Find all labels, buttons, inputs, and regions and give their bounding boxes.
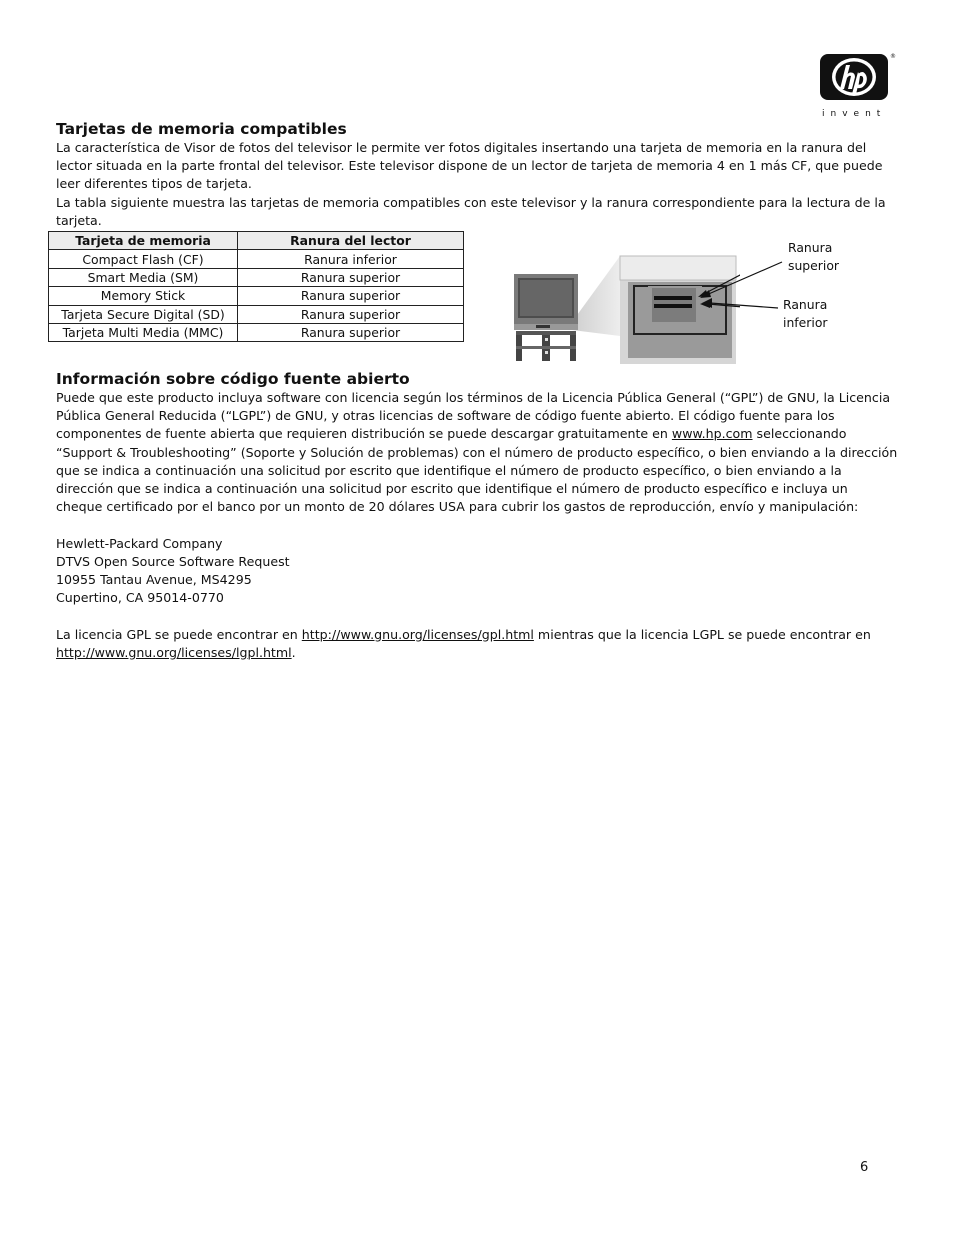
hp-logo xyxy=(820,54,894,120)
table-cell-slot: Ranura superior xyxy=(238,305,464,323)
table-cell-card: Compact Flash (CF) xyxy=(49,250,238,268)
table-row xyxy=(49,268,464,286)
memory-cards-section xyxy=(56,120,898,230)
open-source-paragraph-1 xyxy=(56,389,898,516)
table-row xyxy=(49,250,464,268)
mailing-address xyxy=(56,535,898,608)
open-source-text: La licencia GPL se puede encontrar en xyxy=(56,626,302,642)
address-line: 10955 Tantau Avenue, MS4295 xyxy=(56,572,252,588)
page-number: 6 xyxy=(860,1160,869,1175)
slot-pointer-arrows xyxy=(700,252,790,322)
table-row xyxy=(49,287,464,305)
hp-logo-glyph xyxy=(820,54,888,100)
table-cell-card: Tarjeta Secure Digital (SD) xyxy=(49,305,238,323)
table-header-slot: Ranura del lector xyxy=(238,232,464,250)
hp-website-link[interactable]: www.hp.com xyxy=(671,426,753,442)
address-line: Hewlett-Packard Company xyxy=(56,535,223,551)
open-source-section xyxy=(56,370,898,662)
table-header-row xyxy=(49,232,464,250)
open-source-text: seleccionando “Support & Troubleshooting” (Soporte y Solución de problemas) con el número de producto específico, o bien enviando a la dirección que se indica a continuación una solicitud por escrito que identifique el número de producto específico, o bien enviando a la dirección que se indica a continuación una solicitud por escrito que identifique el número de producto específico e incluya un cheque certificado por el banco por un monto de 20 dólares USA para cubrir los gastos de reproducción, envío y manipulación: xyxy=(56,426,898,515)
table-cell-slot: Ranura superior xyxy=(238,323,464,341)
memory-cards-paragraph-1: La característica de Visor de fotos del televisor le permite ver fotos digitales insertando una tarjeta de memoria en la ranura del lector situada en la parte frontal del televisor. Este televisor dispone de un lector de tarjeta de memoria 4 en 1 más CF, que puede leer diferentes tipos de tarjeta. xyxy=(56,140,883,192)
label-lower-slot xyxy=(783,296,828,332)
open-source-text: Puede que este producto incluya software con licencia según los términos de la Licencia Pública General (“GPL”) de GNU, la Licencia Pública General Reducida (“LGPL”) de GNU, y otras licencias de software de código fuente abierto. El código fuente para los componentes de fuente abierta que requieren distribución se puede descargar gratuitamente en xyxy=(56,390,891,442)
open-source-title: Información sobre código fuente abierto xyxy=(56,370,410,388)
table-cell-card: Tarjeta Multi Media (MMC) xyxy=(49,323,238,341)
memory-cards-table xyxy=(48,231,464,342)
label-upper-slot-line2: superior xyxy=(788,258,840,273)
open-source-text: . xyxy=(291,644,296,660)
label-upper-slot xyxy=(788,239,839,275)
gpl-license-link[interactable]: http://www.gnu.org/licenses/gpl.html xyxy=(301,626,534,642)
table-row xyxy=(49,323,464,341)
lgpl-license-link[interactable]: http://www.gnu.org/licenses/lgpl.html xyxy=(56,644,292,660)
table-cell-slot: Ranura superior xyxy=(238,287,464,305)
hp-logo-mark xyxy=(820,54,888,100)
memory-cards-paragraph-2: La tabla siguiente muestra las tarjetas de memoria compatibles con este televisor y la ranura correspondiente para la lectura de la tarjeta. xyxy=(56,194,886,228)
label-lower-slot-line2: inferior xyxy=(783,315,828,330)
table-cell-slot: Ranura superior xyxy=(238,268,464,286)
hp-logo-invent: invent xyxy=(822,109,887,119)
address-line: Cupertino, CA 95014-0770 xyxy=(56,590,224,606)
table-cell-card: Smart Media (SM) xyxy=(49,268,238,286)
address-line: DTVS Open Source Software Request xyxy=(56,553,290,569)
open-source-text: mientras que la licencia LGPL se puede encontrar en xyxy=(533,626,871,642)
table-header-card: Tarjeta de memoria xyxy=(49,232,238,250)
label-upper-slot-line1: Ranura xyxy=(788,240,833,255)
table-row xyxy=(49,305,464,323)
table-cell-card: Memory Stick xyxy=(49,287,238,305)
memory-cards-title: Tarjetas de memoria compatibles xyxy=(56,120,347,138)
open-source-paragraph-2 xyxy=(56,626,898,662)
label-lower-slot-line1: Ranura xyxy=(783,297,828,312)
registered-mark: ® xyxy=(890,53,896,60)
table-cell-slot: Ranura inferior xyxy=(238,250,464,268)
